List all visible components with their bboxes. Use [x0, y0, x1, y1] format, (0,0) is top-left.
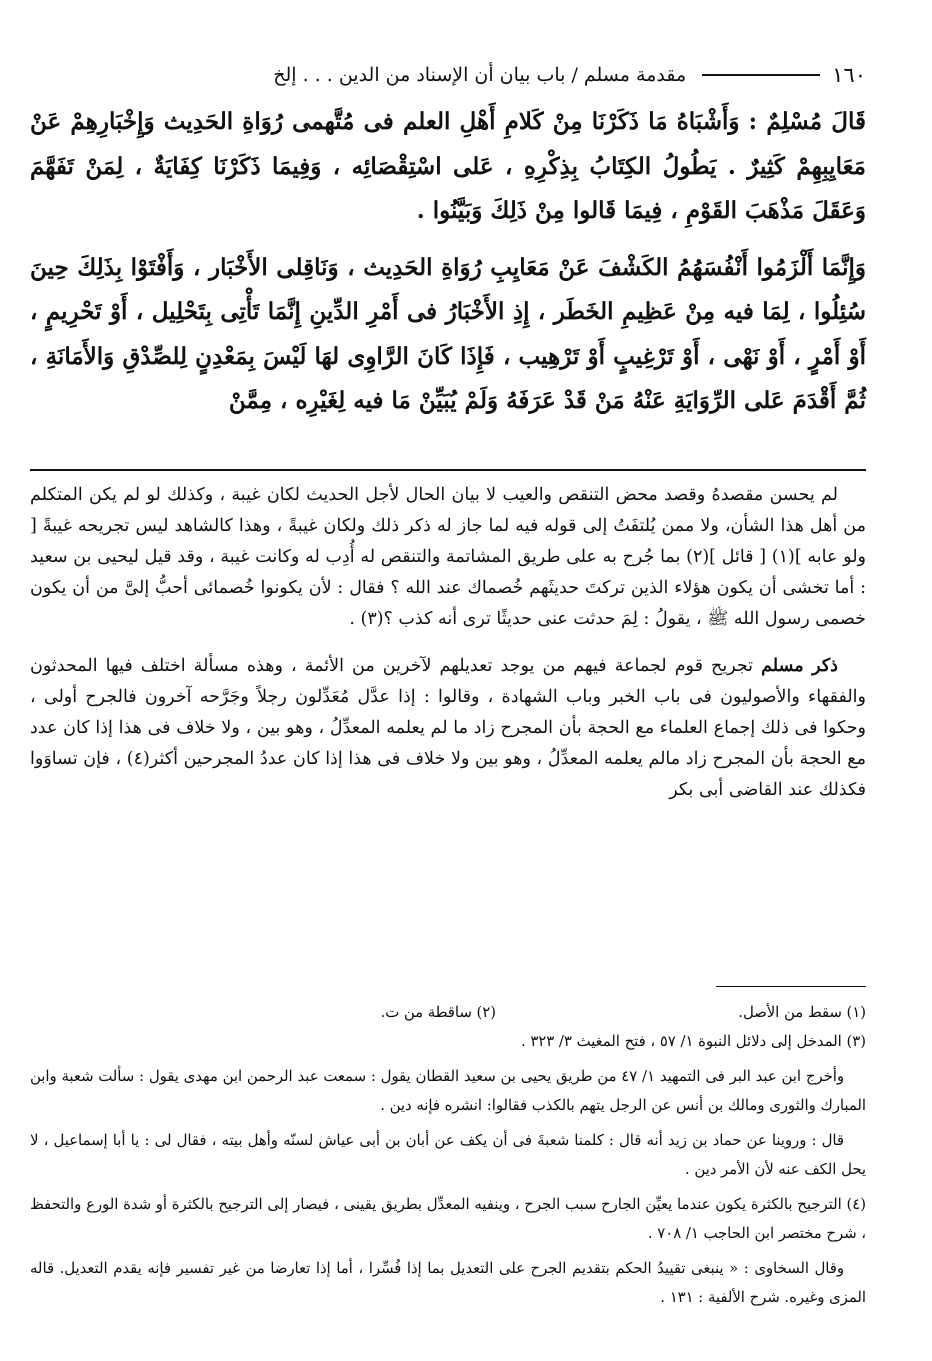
footnote-row-1-2: [30, 998, 866, 1027]
running-header: [30, 58, 866, 92]
footnote-1: (١) سقط من الأصل.: [738, 1004, 866, 1021]
commentary-paragraph-2: [30, 651, 866, 806]
footnote-4: (٤) الترجيح بالكثرة يكون عندما يعيِّن الجارح سبب الجرح ، وينفيه المعدِّل بطريق يقينى ، فيصار إلى الترجيح بالكثرة أو شدة الورع والتحفظ ، شرح مختصر ابن الحاجب ١/ ٧٠٨ .: [30, 1196, 866, 1242]
main-text-paragraph-2: وَإِنَّمَا أَلْزَمُوا أَنْفُسَهُمُ الكَشْفَ عَنْ مَعَايِبِ رُوَاةِ الحَدِيث ، وَنَاقِلى الأَخْبَار ، وَأَفْتَوْا بِذَلِكَ حِينَ سُئِلُوا ، لِمَا فيه مِنْ عَظِيمِ الخَطَر ، إِذِ الأَخْبَارُ فى أَمْرِ الدِّينِ إِنَّمَا تَأْتِى بِتَحْلِيل ، أَوْ تَحْرِيمٍ ، أَوْ أَمْرٍ ، أَوْ نَهْى ، أَوْ تَرْغِيبٍ أَوْ تَرْهِيب ، فَإِذَا كَانَ الرَّاوِى لهَا لَيْسَ بِمَعْدِنٍ لِلصِّدْقِ وَالأَمَانَةِ ، ثُمَّ أَقْدَمَ عَلى الرِّوَايَةِ عَنْهُ مَنْ قَدْ عَرَفَهُ وَلَمْ يُبَيِّنْ مَا فيه لِغَيْرِه ، مِمَّنْ: [30, 253, 866, 414]
commentary-lead: ذكر مسلم: [761, 656, 838, 676]
main-text: [30, 100, 866, 436]
footnote-divider: [716, 986, 866, 987]
footnote-4-continued: وقال السخاوى : « ينبغى تقييدُ الحكم بتقديم الجرح على التعديل بما إذا فُسِّرا ، أما إذا تعارضا من غير تفسير فإنه يقدم التعديل. قاله المزى وغيره. شرح الألفية : ١٣١ .: [30, 1260, 866, 1306]
page-number: ١٦٠: [832, 63, 866, 87]
running-title: مقدمة مسلم / باب بيان أن الإسناد من الدين . . . إلخ: [273, 64, 687, 86]
header-rule: [702, 74, 820, 76]
main-text-divider: [30, 469, 866, 471]
commentary-paragraph-2-text: تجريح قوم لجماعة فيهم من يوجد تعديلهم لآخرين من الأئمة ، وهذه مسألة اختلف فيها المحدثون والفقهاء والأصوليون فى باب الخبر وباب الشهادة ، وقالوا : إذا عدَّل مُعَدِّلون رجلاً وجَرَّحه آخرون فالجرح أولى ، وحكوا فى ذلك إجماع العلماء مع الحجة بأن المجرح زاد ما لم يعلمه المعدِّلُ ، وهو بين ، ولا خلاف فى هذا إذا كان عدد مع الحجة بأن المجرح زاد مالم يعلمه المعدِّلُ ، وهو بين ولا خلاف فى هذا إذا كان عددُ المجرحين أكثر(٤) ، فإن تساوَوا فكذلك عند القاضى أبى بكر: [30, 656, 866, 800]
footnote-3: (٣) المدخل إلى دلائل النبوة ١/ ٥٧ ، فتح المغيث ٣/ ٣٢٣ .: [520, 1033, 866, 1050]
footnote-3-continued-2: قال : وروينا عن حماد بن زيد أنه قال : كلمنا شعبةَ فى أن يكف عن أبان بن أبى عياش لسنّه وأهل بيته ، فقال لى : يا أبا إسماعيل ، لا يحل الكف عنه لأن الأمر دين .: [30, 1132, 866, 1178]
footnote-3-continued-1: وأخرج ابن عبد البر فى التمهيد ١/ ٤٧ من طريق يحيى بن سعيد القطان يقول : سمعت عبد الرحمن ابن مهدى يقول : سألت شعبة وابن المبارك والثورى ومالك بن أنس عن الرجل يتهم بالكذب فقالوا: انشره فإنه دين .: [30, 1068, 866, 1114]
footnote-2: (٢) ساقطة من ت.: [380, 1004, 496, 1021]
commentary: [30, 480, 866, 822]
main-text-paragraph-1: قَالَ مُسْلِمٌ : وَأَشْبَاهُ مَا ذَكَرْنَا مِنْ كَلامِ أَهْلِ العلم فى مُتَّهمى رُوَاةِ الحَدِيث وَإِخْبَارِهِمْ عَنْ مَعَايِبِهِمْ كَثِيرٌ . يَطُولُ الكِتَابُ بِذِكْرِهِ ، عَلى اسْتِقْصَائِه ، وَفِيمَا ذَكَرْنَا كِفَايَةٌ ، لِمَنْ تَفَهَّمَ وَعَقَلَ مَذْهَبَ القَوْمِ ، فِيمَا قَالوا مِنْ ذَلِكَ وَبَيَّنُوا .: [30, 108, 866, 224]
commentary-paragraph-1: لم يحسن مقصدهُ وقصد محض التنقص والعيب لا بيان الحال لأجل الحديث لكان غيبة ، وكذلك لو لم يكن المتكلم من أهل هذا الشأن، ولا ممن يُلتفَتُ إلى قوله فيه لما جاز له ذكر ذلك ولكان غيبةً ، وهذا كالشاهد ليس تجريحه غيبةً [ ولو عابه ](١) [ قائل ](٢) بما جُرح به على طريق المشاتمة والتنقص له أُدِب له وكانت غيبة ، وقد قيل ليحيى بن سعيد : أما تخشى أن يكون هؤلاء الذين تركتَ حديثَهم خُصماك عند الله ؟ فقال : لأن يكونوا خُصمائى أحبُّ إلىَّ من أن يكون خصمى رسول الله ﷺ ، يقولُ : لِمَ حدثت عنى حديثًا ترى أنه كذب ؟(٣) .: [30, 485, 866, 629]
footnotes: [30, 998, 866, 1318]
